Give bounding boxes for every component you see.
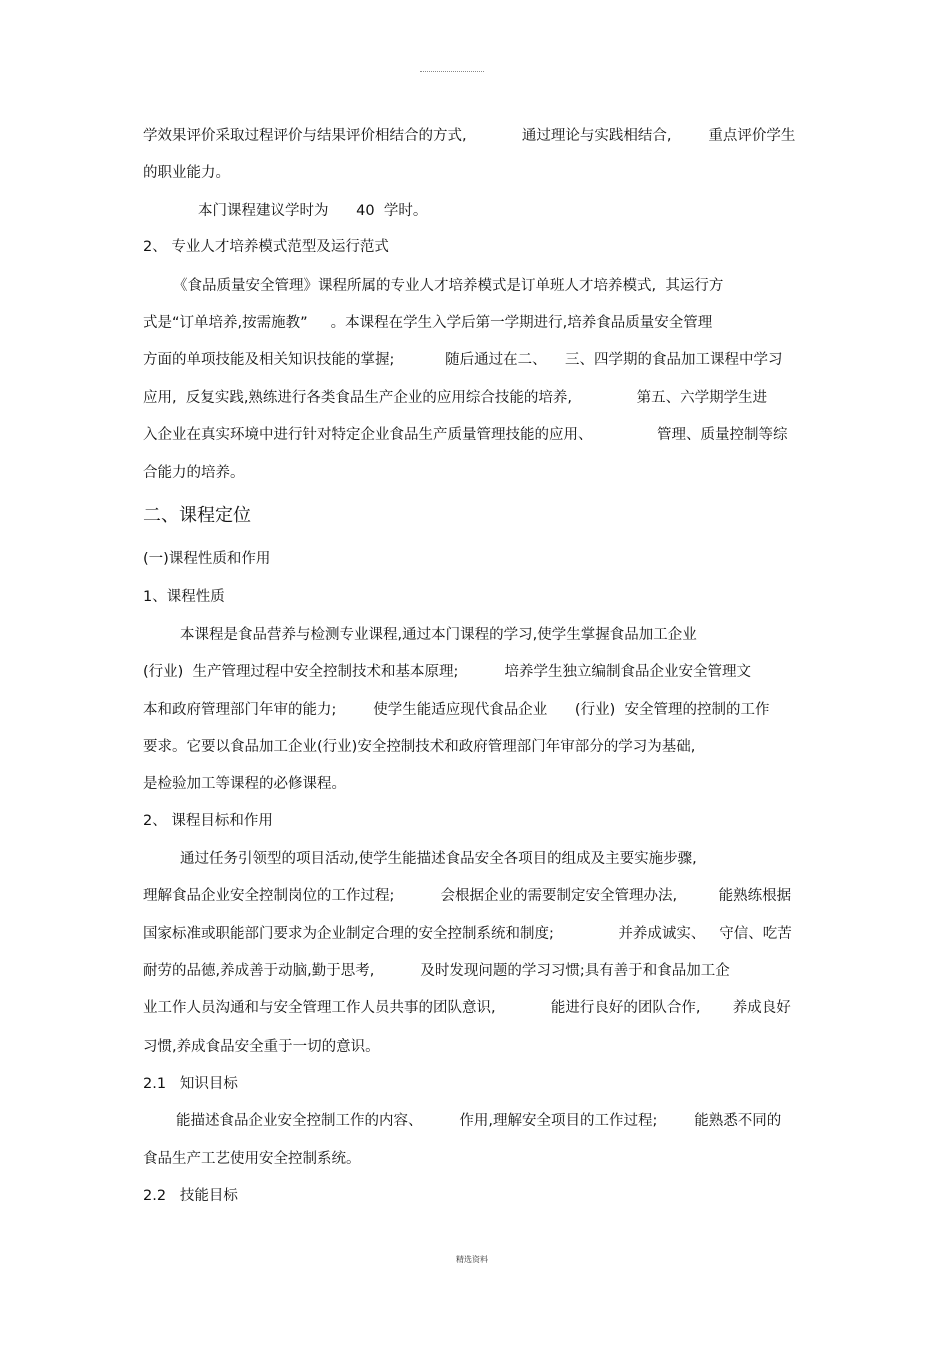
paragraph-line: 食品生产工艺使用安全控制系统。	[143, 1151, 361, 1167]
paragraph-line: 入企业在真实环境中进行针对特定企业食品生产质量管理技能的应用、 管理、质量控制等综	[143, 427, 788, 443]
paragraph-line: 国家标准或职能部门要求为企业制定合理的安全控制系统和制度; 并养成诚实、 守信、吃苦	[143, 926, 792, 942]
paragraph-line: 习惯,养成食品安全重于一切的意识。	[143, 1039, 380, 1055]
paragraph-line: 耐劳的品德,养成善于动脑,勤于思考, 及时发现问题的学习习惯;具有善于和食品加工企	[143, 963, 730, 979]
section-heading: 2.2 技能目标	[143, 1188, 238, 1204]
paragraph-line: 方面的单项技能及相关知识技能的掌握; 随后通过在二、 三、四学期的食品加工课程中学习	[143, 352, 783, 368]
paragraph-line: 要求。它要以食品加工企业(行业)安全控制技术和政府管理部门年审部分的学习为基础,	[143, 739, 696, 755]
paragraph-line: 学效果评价采取过程评价与结果评价相结合的方式, 通过理论与实践相结合, 重点评价学生	[143, 128, 796, 144]
section-heading: 2.1 知识目标	[143, 1076, 238, 1092]
paragraph-line: 本和政府管理部门年审的能力; 使学生能适应现代食品企业 (行业) 安全管理的控制的工作	[143, 702, 770, 718]
section-heading: 2、 专业人才培养模式范型及运行范式	[143, 239, 389, 255]
chapter-heading: 二、课程定位	[143, 505, 251, 526]
paragraph-line: 的职业能力。	[143, 165, 230, 181]
header-rule	[420, 71, 484, 72]
paragraph-line: 业工作人员沟通和与安全管理工作人员共事的团队意识, 能进行良好的团队合作, 养成良好	[143, 1000, 791, 1016]
paragraph-line: 能描述食品企业安全控制工作的内容、 作用,理解安全项目的工作过程; 能熟悉不同的	[176, 1113, 782, 1129]
paragraph-line: 合能力的培养。	[143, 465, 245, 481]
paragraph-line: 通过任务引领型的项目活动,使学生能描述食品安全各项目的组成及主要实施步骤,	[180, 851, 697, 867]
section-heading: 2、 课程目标和作用	[143, 813, 273, 829]
paragraph-line: 本课程是食品营养与检测专业课程,通过本门课程的学习,使学生掌握食品加工企业	[180, 627, 697, 643]
page-footer: 精选资料	[456, 1255, 488, 1264]
paragraph-line: 应用, 反复实践,熟练进行各类食品生产企业的应用综合技能的培养, 第五、六学期学生进	[143, 390, 768, 406]
section-heading: 1、课程性质	[143, 589, 225, 605]
paragraph-line: 理解食品企业安全控制岗位的工作过程; 会根据企业的需要制定安全管理办法, 能熟练根据	[143, 888, 792, 904]
subsection-heading: (一)课程性质和作用	[143, 551, 271, 567]
paragraph-line: 本门课程建议学时为 40 学时。	[198, 203, 428, 219]
paragraph-line: 是检验加工等课程的必修课程。	[143, 776, 346, 792]
paragraph-line: (行业) 生产管理过程中安全控制技术和基本原理; 培养学生独立编制食品企业安全管理文	[143, 664, 752, 680]
paragraph-line: 《食品质量安全管理》课程所属的专业人才培养模式是订单班人才培养模式, 其运行方	[173, 278, 724, 294]
paragraph-line: 式是“订单培养,按需施教” 。本课程在学生入学后第一学期进行,培养食品质量安全管理	[143, 315, 713, 331]
